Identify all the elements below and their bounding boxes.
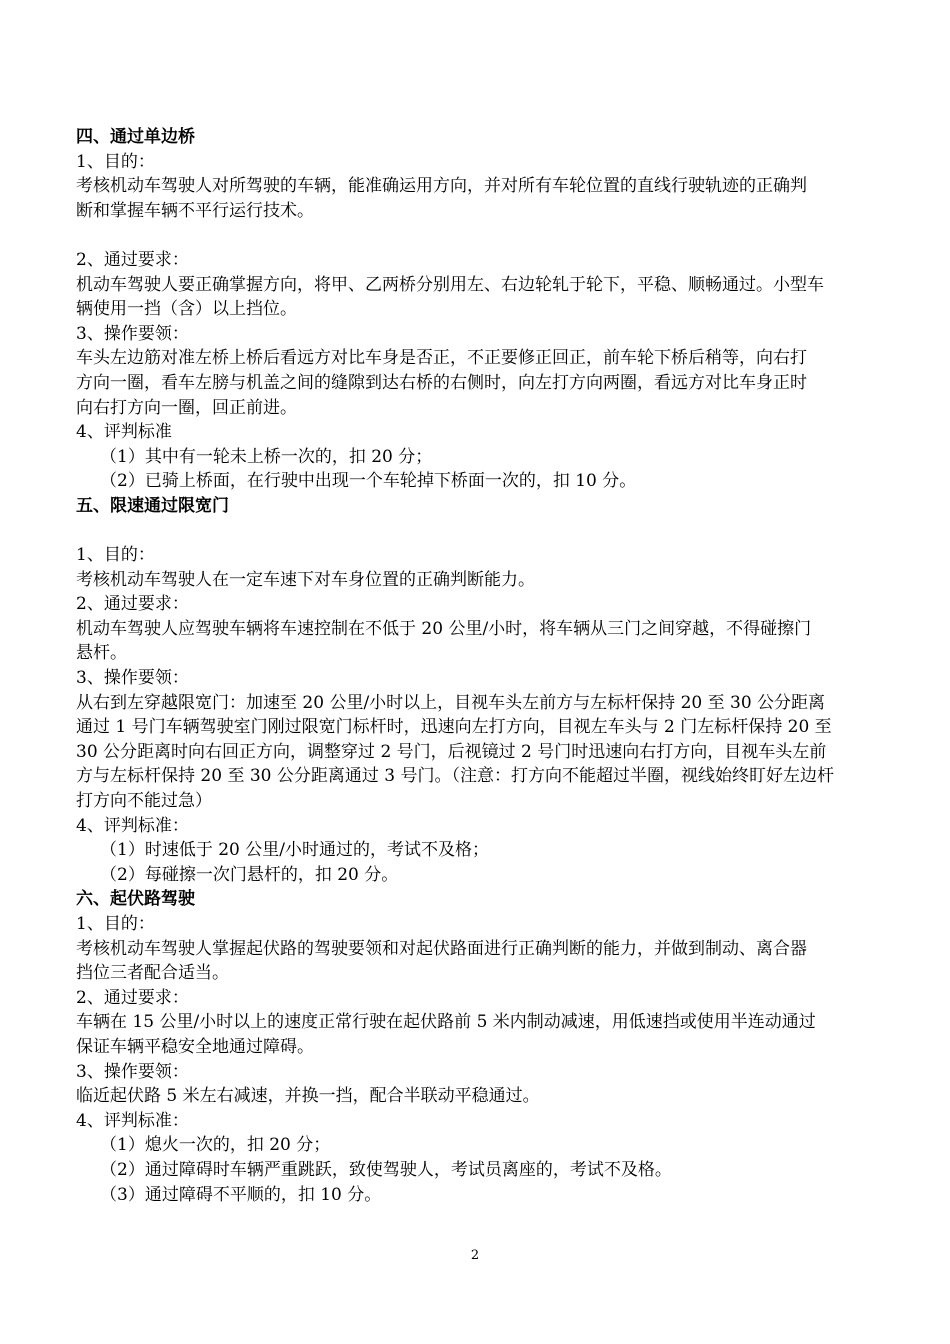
- requirement-label: 2、通过要求：: [76, 249, 189, 270]
- operation-label: 3、操作要领：: [76, 668, 189, 689]
- purpose-text: 考核机动车驾驶人对所驾驶的车辆，能准确运用方向，并对所有车轮位置的直线行驶轨迹的正确判: [76, 176, 807, 197]
- blank-line: [76, 519, 892, 544]
- operation-text: 向右打方向一圈，回正前进。: [76, 397, 297, 418]
- evaluation-item: （1）熄火一次的，扣 20 分；: [100, 1135, 331, 1156]
- requirement-text: 车辆在 15 公里/小时以上的速度正常行驶在起伏路前 5 米内制动减速，用低速挡或使用半连动通过: [76, 1012, 816, 1033]
- purpose-label: 1、目的：: [76, 151, 155, 172]
- operation-text: 方与左标杆保持 20 至 30 公分距离通过 3 号门。（注意：打方向不能超过半圈，视线始终盯好左边杆: [76, 766, 835, 787]
- requirement-label: 2、通过要求：: [76, 594, 189, 615]
- requirement-text: 保证车辆平稳安全地通过障碍。: [76, 1036, 314, 1057]
- requirement-label: 2、通过要求：: [76, 987, 189, 1008]
- section-title-width-gate: 五、限速通过限宽门: [76, 495, 229, 516]
- operation-text: 方向一圈，看车左膀与机盖之间的缝隙到达右桥的右侧时，向左打方向两圈，看远方对比车身正时: [76, 372, 807, 393]
- operation-text: 通过 1 号门车辆驾驶室门刚过限宽门标杆时，迅速向左打方向，目视左车头与 2 门左标杆保持 20 至: [76, 717, 832, 738]
- requirement-text: 辆使用一挡（含）以上挡位。: [76, 299, 297, 320]
- section-title-bumpy-road: 六、起伏路驾驶: [76, 889, 195, 910]
- operation-label: 3、操作要领：: [76, 323, 189, 344]
- purpose-text: 考核机动车驾驶人在一定车速下对车身位置的正确判断能力。: [76, 569, 535, 590]
- purpose-text: 考核机动车驾驶人掌握起伏路的驾驶要领和对起伏路面进行正确判断的能力，并做到制动、离合器: [76, 938, 807, 959]
- blank-line: [76, 223, 892, 248]
- evaluation-item: （1）其中有一轮未上桥一次的，扣 20 分；: [100, 446, 433, 467]
- purpose-text: 断和掌握车辆不平行运行技术。: [76, 200, 314, 221]
- purpose-label: 1、目的：: [76, 545, 155, 566]
- operation-text: 从右到左穿越限宽门：加速至 20 公里/小时以上，目视车头左前方与左标杆保持 20 至 30 公分距离: [76, 692, 826, 713]
- purpose-text: 挡位三者配合适当。: [76, 963, 229, 984]
- operation-text: 车头左边筋对准左桥上桥后看远方对比车身是否正，不正要修正回正，前车轮下桥后稍等，向右打: [76, 348, 807, 369]
- evaluation-item: （1）时速低于 20 公里/小时通过的，考试不及格；: [100, 840, 489, 861]
- operation-label: 3、操作要领：: [76, 1061, 189, 1082]
- evaluation-item: （2）每碰擦一次门悬杆的，扣 20 分。: [100, 864, 399, 885]
- operation-text: 30 公分距离时向右回正方向，调整穿过 2 号门，后视镜过 2 号门时迅速向右打方向，目视车头左前: [76, 741, 827, 762]
- evaluation-label: 4、评判标准：: [76, 1110, 189, 1131]
- evaluation-item: （2）已骑上桥面，在行驶中出现一个车轮掉下桥面一次的，扣 10 分。: [100, 471, 637, 492]
- requirement-text: 悬杆。: [76, 643, 127, 664]
- evaluation-item: （2）通过障碍时车辆严重跳跃，致使驾驶人，考试员离座的，考试不及格。: [100, 1159, 672, 1180]
- requirement-text: 机动车驾驶人要正确掌握方向，将甲、乙两桥分别用左、右边轮轧于轮下，平稳、顺畅通过。小型车: [76, 274, 824, 295]
- page-content: [76, 125, 892, 1207]
- requirement-text: 机动车驾驶人应驾驶车辆将车速控制在不低于 20 公里/小时，将车辆从三门之间穿越，不得碰擦门: [76, 618, 812, 639]
- evaluation-label: 4、评判标准：: [76, 815, 189, 836]
- operation-text: 打方向不能过急）: [76, 791, 212, 812]
- page-number: 2: [470, 1248, 480, 1263]
- purpose-label: 1、目的：: [76, 914, 155, 934]
- evaluation-item: （3）通过障碍不平顺的，扣 10 分。: [100, 1184, 382, 1205]
- evaluation-label: 4、评判标准: [76, 422, 172, 443]
- operation-text: 临近起伏路 5 米左右减速，并换一挡，配合半联动平稳通过。: [76, 1086, 540, 1107]
- section-title-single-bridge: 四、通过单边桥: [76, 127, 195, 147]
